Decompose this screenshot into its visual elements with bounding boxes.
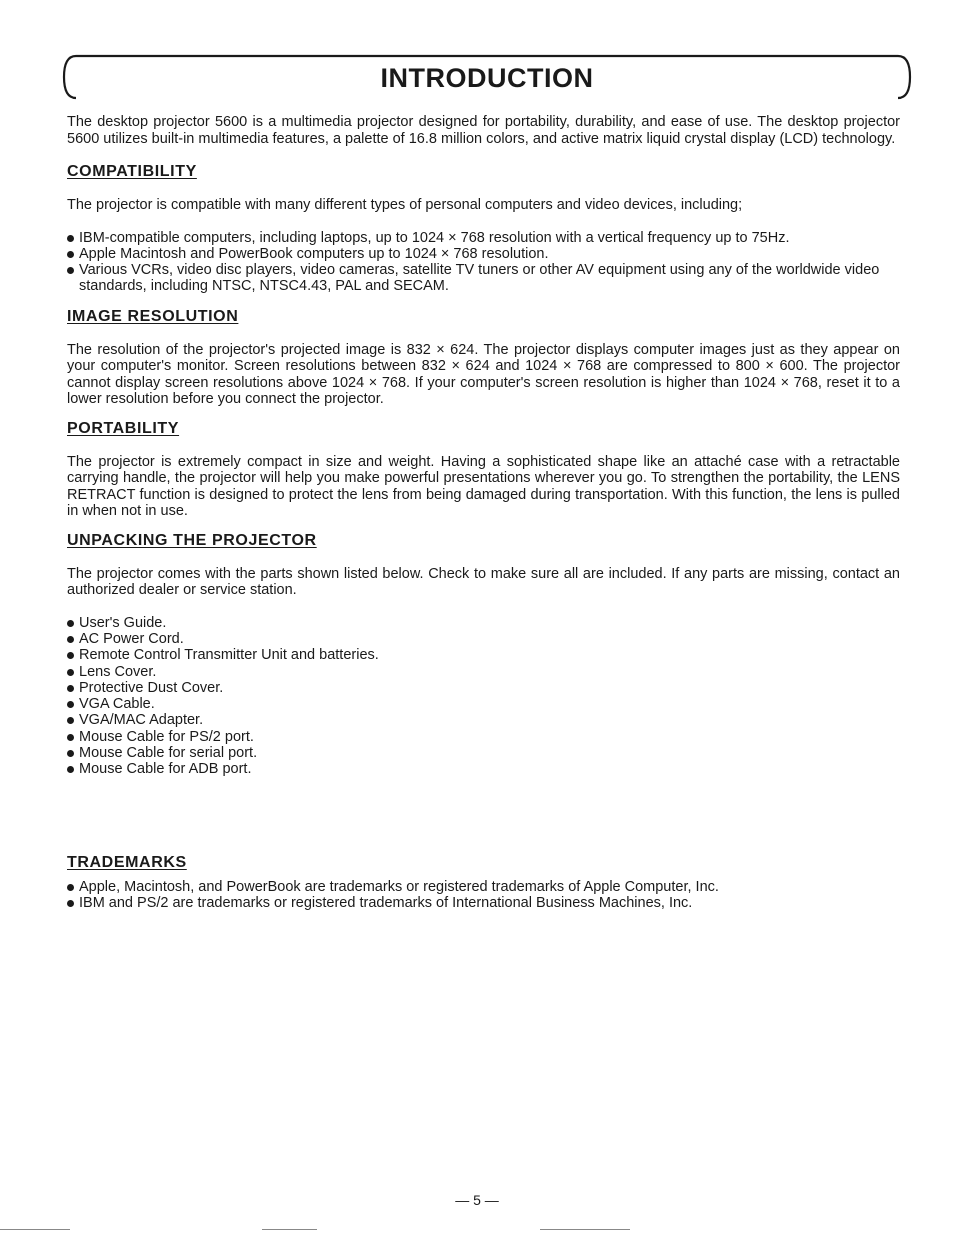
heading-image-resolution: IMAGE RESOLUTION (67, 307, 239, 325)
portability-text: The projector is extremely compact in size and weight. Having a sophisticated shape like an attaché case with a retractable carrying handle, the projector will help you make powerful presentations wherever you go. To strengthen the portability, the LENS RETRACT function is designed to protect the lens from being damaged during transportation. With this function, the lens is pulled in when not in use. (67, 453, 900, 520)
compatibility-list (67, 230, 900, 295)
heading-portability: PORTABILITY (67, 419, 180, 437)
page-title: INTRODUCTION (380, 63, 594, 93)
scan-artifact (0, 1229, 70, 1230)
compatibility-text: The projector is compatible with many different types of personal computers and video devices, including; (67, 197, 743, 213)
list-item: Apple, Macintosh, and PowerBook are trademarks or registered trademarks of Apple Computer, Inc. (67, 879, 900, 895)
page-number: — 5 — (455, 1192, 499, 1208)
list-item: IBM and PS/2 are trademarks or registered trademarks of International Business Machines, Inc. (67, 895, 900, 911)
intro-paragraph: The desktop projector 5600 is a multimedia projector designed for portability, durability, and ease of use. The desktop projector 5600 utilizes built-in multimedia features, a palette of 16.8 million colors, and active matrix liquid crystal display (LCD) technology. (67, 114, 900, 147)
scan-artifact (262, 1229, 317, 1230)
unpacking-list (67, 615, 900, 778)
unpacking-text: The projector comes with the parts shown listed below. Check to make sure all are included. If any parts are missing, contact an authorized dealer or service station. (67, 565, 900, 599)
list-item: Lens Cover. (67, 664, 900, 680)
list-item: IBM-compatible computers, including laptops, up to 1024 × 768 resolution with a vertical frequency up to 75Hz. (67, 230, 900, 246)
scan-artifact (540, 1229, 630, 1230)
heading-trademarks: TRADEMARKS (67, 853, 187, 871)
list-item: User's Guide. (67, 615, 900, 631)
title-banner (62, 54, 912, 100)
trademarks-list (67, 879, 900, 912)
list-item: Mouse Cable for PS/2 port. (67, 729, 900, 745)
list-item: VGA/MAC Adapter. (67, 712, 900, 728)
list-item: Mouse Cable for serial port. (67, 745, 900, 761)
main-content (67, 114, 900, 911)
list-item: Protective Dust Cover. (67, 680, 900, 696)
list-item: VGA Cable. (67, 696, 900, 712)
list-item: Various VCRs, video disc players, video cameras, satellite TV tuners or other AV equipment using any of the worldwide video standards, including NTSC, NTSC4.43, PAL and SECAM. (67, 262, 900, 295)
heading-unpacking: UNPACKING THE PROJECTOR (67, 531, 317, 549)
image-resolution-text: The resolution of the projector's projected image is 832 × 624. The projector displays computer images just as they appear on your computer's monitor. Screen resolutions between 832 × 624 and 1024 × 768 are compressed to 800 × 600. The projector cannot display screen resolutions above 1024 × 768. If your computer's screen resolution is higher than 1024 × 768, reset it to a lower resolution before you connect the projector. (67, 341, 900, 408)
heading-compatibility: COMPATIBILITY (67, 163, 197, 180)
list-item: Mouse Cable for ADB port. (67, 761, 900, 777)
list-item: Apple Macintosh and PowerBook computers up to 1024 × 768 resolution. (67, 246, 900, 262)
list-item: AC Power Cord. (67, 631, 900, 647)
list-item: Remote Control Transmitter Unit and batteries. (67, 647, 900, 663)
